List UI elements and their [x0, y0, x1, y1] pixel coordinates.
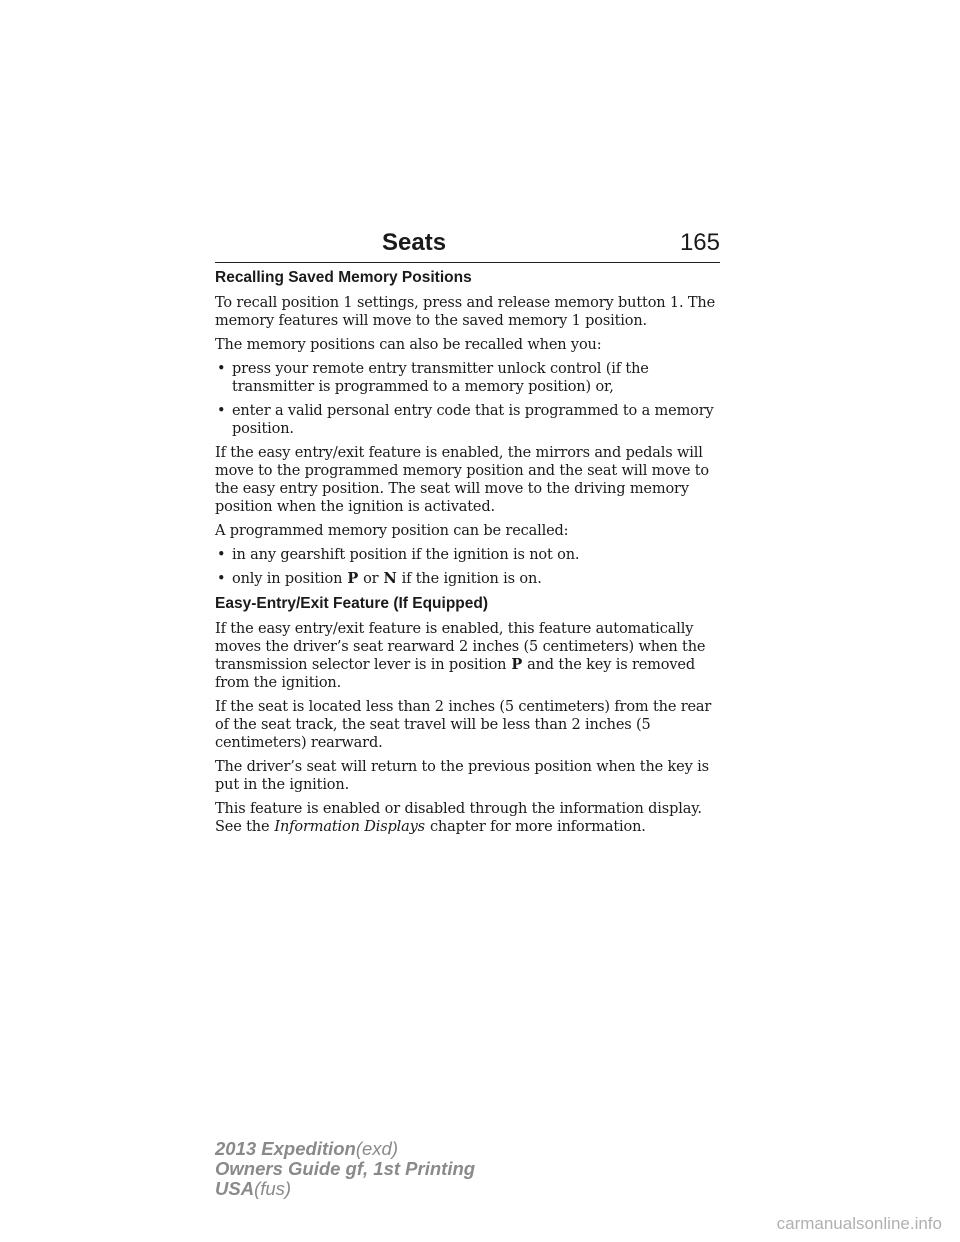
footer-market: USA: [215, 1178, 255, 1199]
bullet-icon: •: [217, 547, 226, 563]
heading-recalling-memory: Recalling Saved Memory Positions: [215, 269, 472, 286]
list-item-text: press your remote entry transmitter unlock control (if the transmitter is programmed to a memory position) or,: [232, 361, 649, 395]
list-item-text: only in position: [232, 571, 343, 587]
list-item: [215, 546, 725, 564]
bullet-icon: •: [217, 403, 226, 419]
text-run: If the easy entry/exit feature is enabled, this feature automatically moves the driver’s seat rearward 2 inches (5 centimeters) when the transmission selector lever is in position: [215, 621, 706, 673]
footer-line: Owners Guide gf, 1st Printing: [215, 1158, 476, 1179]
list-item-text: or: [363, 571, 379, 587]
page-footer: [215, 1139, 475, 1199]
gear-p-label: P: [347, 570, 359, 587]
text-run: chapter for more information.: [429, 819, 646, 835]
bullet-icon: •: [217, 571, 226, 587]
paragraph: If the seat is located less than 2 inches (5 centimeters) from the rear of the seat track, the seat travel will be less than 2 inches (5 centimeters) rearward.: [215, 699, 712, 751]
gear-p-label: P: [511, 656, 523, 673]
footer-line: [215, 1139, 475, 1159]
bullet-icon: •: [217, 361, 226, 377]
footer-code: (exd): [355, 1138, 399, 1159]
page-body: [215, 268, 725, 842]
page-header: [215, 228, 720, 263]
list-item: [215, 360, 725, 396]
text-run: This feature is enabled or disabled through the information display. See the: [215, 801, 702, 835]
text-run: and the key is removed from the ignition.: [215, 657, 695, 691]
paragraph: [215, 800, 725, 836]
watermark-text: carmanualsonline.info: [776, 1214, 942, 1233]
gear-n-label: N: [383, 570, 397, 587]
heading-easy-entry-exit: Easy-Entry/Exit Feature (If Equipped): [215, 595, 489, 612]
paragraph: The driver’s seat will return to the previous position when the key is put in the ignition.: [215, 759, 709, 793]
chapter-reference: Information Displays: [274, 819, 425, 835]
list-item: [215, 402, 725, 438]
paragraph: A programmed memory position can be recalled:: [215, 523, 569, 539]
footer-code: (fus): [254, 1178, 292, 1199]
list-item: [215, 570, 725, 588]
paragraph: The memory positions can also be recalled when you:: [215, 337, 602, 353]
bullet-list: [215, 360, 725, 438]
paragraph: [215, 620, 725, 692]
footer-model: 2013 Expedition: [215, 1138, 356, 1159]
paragraph: If the easy entry/exit feature is enabled, the mirrors and pedals will move to the programmed memory position and the seat will move to the easy entry position. The seat will move to the driving memory position when the ignition is activated.: [215, 445, 710, 515]
list-item-text: if the ignition is on.: [401, 571, 542, 587]
section-title: Seats: [382, 229, 447, 256]
bullet-list: [215, 546, 725, 588]
paragraph: To recall position 1 settings, press and release memory button 1. The memory features will move to the saved memory 1 position.: [215, 295, 716, 329]
footer-line: [215, 1179, 475, 1199]
list-item-text: in any gearshift position if the ignition is not on.: [232, 547, 580, 563]
page-number: 165: [679, 229, 720, 256]
list-item-text: enter a valid personal entry code that is programmed to a memory position.: [232, 403, 714, 437]
